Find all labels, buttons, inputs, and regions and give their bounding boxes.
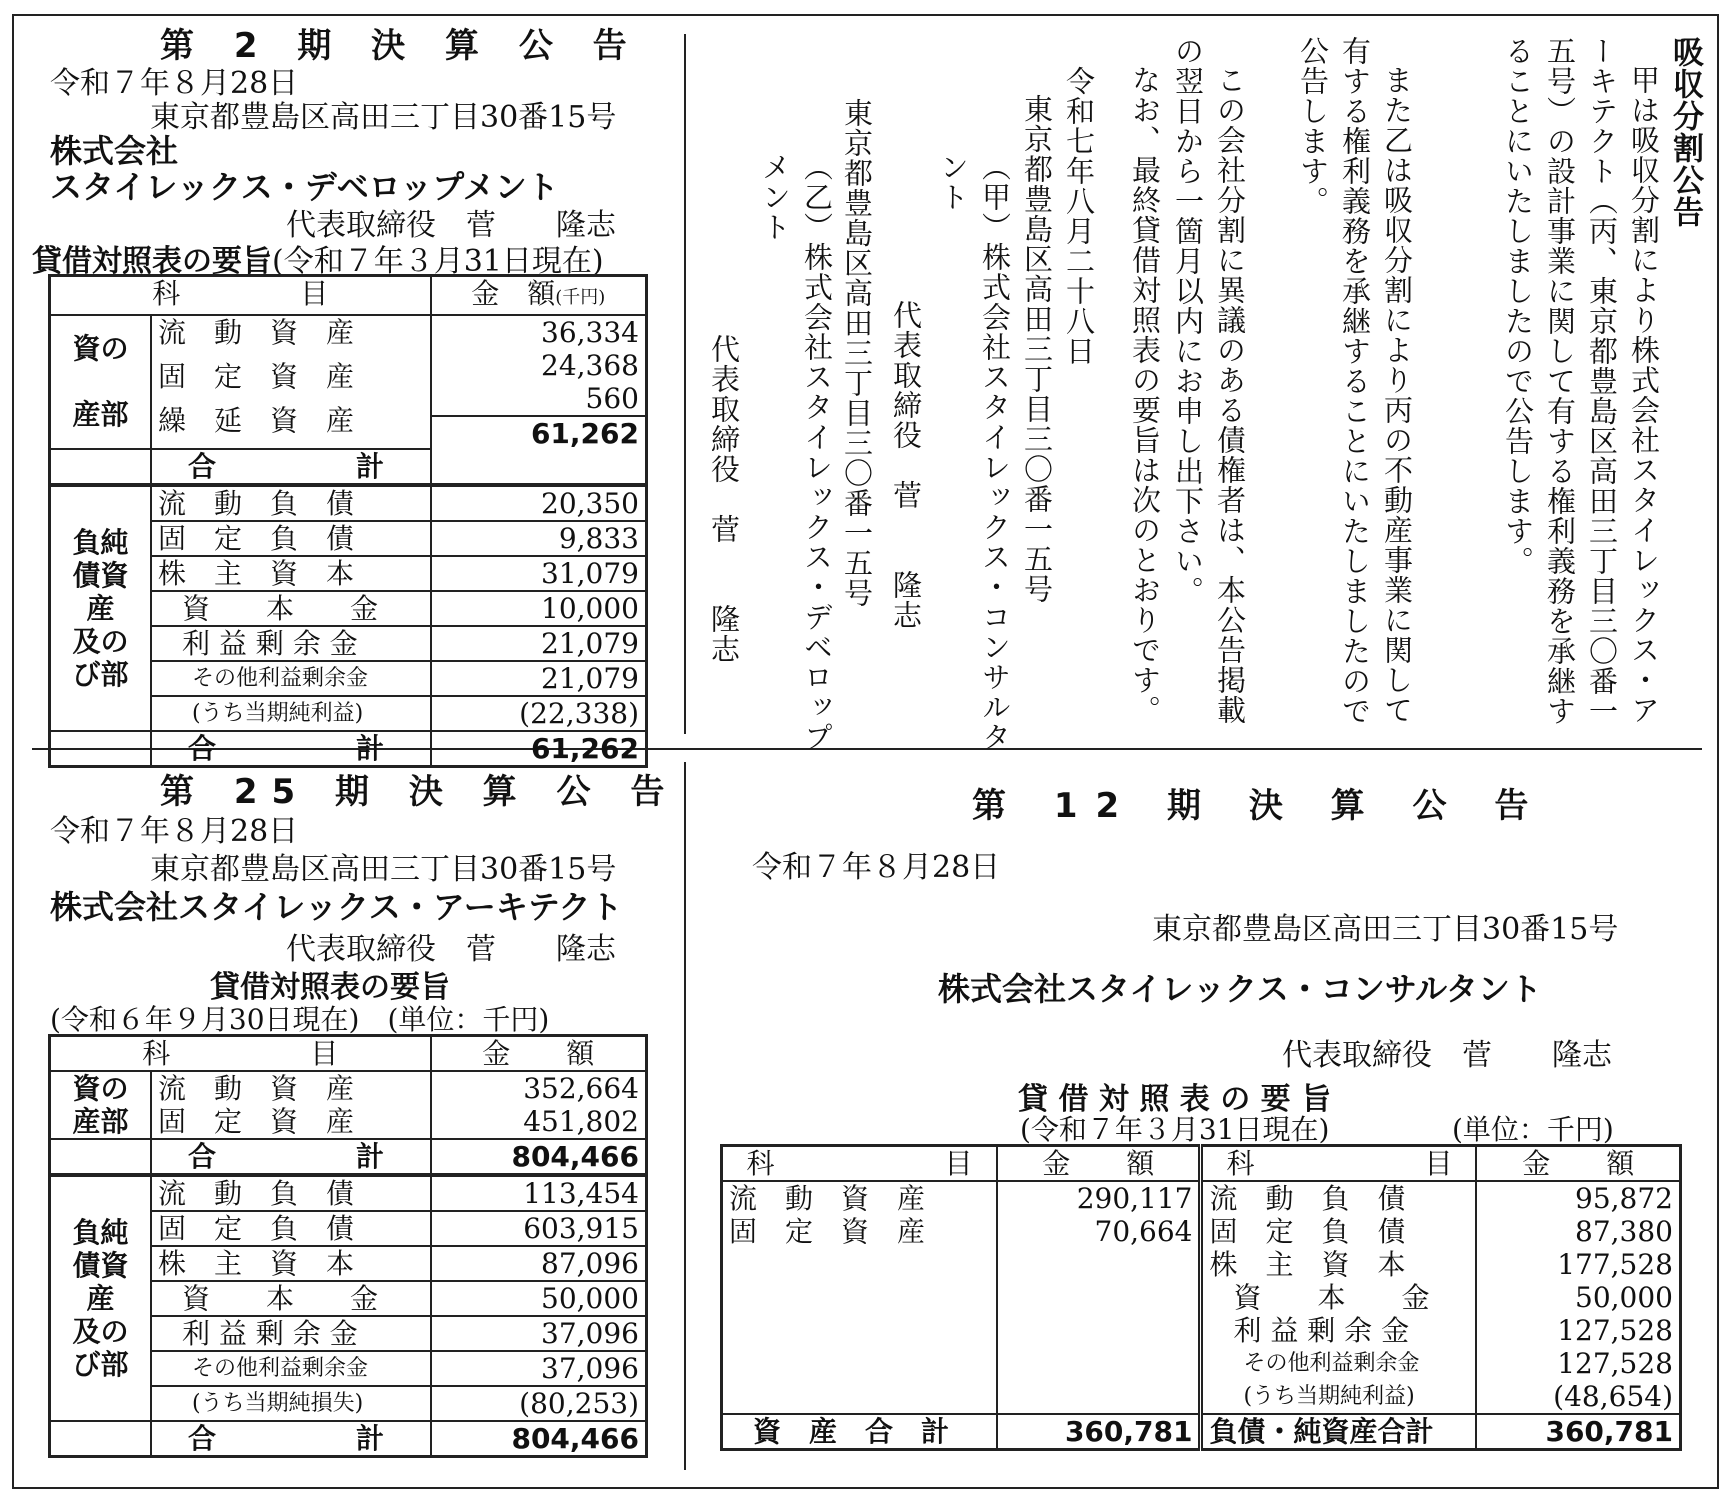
p25-liab-0-value: 113,454 — [432, 1176, 645, 1211]
p2-title: 第 2 期 決 算 公 告 — [160, 26, 641, 66]
p12-liab-0-value: 95,872 — [1575, 1182, 1673, 1215]
p12-asset-0-value: 290,117 — [1076, 1182, 1193, 1215]
p2-liab-total-label: 合 — [188, 732, 217, 765]
p2-address: 東京都豊島区高田三丁目30番15号 — [150, 100, 617, 135]
p2-head-amount: 金 額(千円) — [431, 276, 647, 316]
p25-bs-date: (令和６年９月30日現在) (単位：千円) — [50, 1003, 550, 1036]
notice-title: 吸収分割公告 — [1667, 36, 1703, 228]
p25-liab-2-value: 87,096 — [432, 1246, 645, 1281]
p25-balance-table: 科 目 金 額 資の 産部 流 動 資 産 固 定 資 産 合 計 352,664 451,802 804,466 負純 債資 産 及の び部 流 動 負 債 固 定 負 債 株 主 資 本 資 本 金 利 益 剰 余 金 その他利益剰余金 (うち当期純損失) 合 計 113,454 603,915 87,096 50,000 37,096 37,096 (80,253) 804,466 — [48, 1034, 648, 1458]
p2-liab-5-value: 21,079 — [432, 661, 645, 696]
p2-liab-3: 資 本 金 — [151, 591, 430, 626]
p25-title: 第 25 期 決 算 公 告 — [160, 772, 679, 812]
p12-liab-2: 株 主 資 本 — [1209, 1248, 1406, 1281]
p25-liab-6: (うち当期純損失) — [151, 1386, 430, 1421]
p25-liab-5: その他利益剰余金 — [151, 1351, 430, 1386]
p25-liab-2: 株 主 資 本 — [151, 1246, 430, 1281]
p25-liab-total-label: 合 — [188, 1422, 217, 1455]
p25-liab-4-value: 37,096 — [432, 1316, 645, 1351]
p25-asset-category: 資の 産部 — [51, 1072, 151, 1139]
p2-company-line2: スタイレックス・デベロップメント — [50, 168, 559, 206]
p12-liab-1: 固 定 負 債 — [1209, 1215, 1406, 1248]
p2-bs-date: (令和７年３月31日現在) — [272, 244, 604, 279]
p2-liab-2-value: 31,079 — [432, 556, 645, 591]
p25-asset-0: 流 動 資 産 — [158, 1072, 355, 1105]
p12-balance-table — [720, 1144, 1682, 1451]
p2-asset-total-value: 61,262 — [432, 416, 645, 450]
p2-asset-0-value: 36,334 — [541, 316, 639, 349]
p25-liab-total-value: 804,466 — [432, 1421, 645, 1455]
notice-paragraph-2: また乙は吸収分割により丙の不動産事業に関して有する権利義務を承継することにいたしましたので公告します。 — [1296, 36, 1414, 726]
notice-rep-b: 代表取締役 菅 隆志 — [707, 334, 741, 664]
p2-asset-1-value: 24,368 — [541, 349, 639, 382]
p2-asset-category: 資の 産部 — [51, 316, 151, 449]
notice-paragraph-3: この会社分割に異議のある債権者は、本公告掲載の翌日から一箇月以内にお申し出下さい。 — [1171, 36, 1247, 725]
p25-address: 東京都豊島区高田三丁目30番15号 — [150, 852, 617, 887]
p12-asset-total-value: 360,781 — [997, 1414, 1201, 1450]
p12-bs-title: 貸 借 対 照 表 の 要 旨 — [1018, 1082, 1332, 1117]
p25-representative: 代表取締役 菅 隆志 — [286, 932, 616, 967]
p25-asset-1-value: 451,802 — [523, 1105, 639, 1138]
p2-asset-1: 固 定 資 産 — [158, 359, 355, 393]
notice-date: 令和七年八月二十八日 — [1062, 66, 1096, 366]
p2-asset-0: 流 動 資 産 — [158, 316, 355, 349]
notice-paragraph-1: 甲は吸収分割により株式会社スタイレックス・アーキテクト（丙、東京都豊島区高田三丁目三〇番一五号）の設計事業に関して有する権利義務を承継することにいたしましたので公告します。 — [1501, 36, 1661, 726]
p25-date: 令和７年８月28日 — [50, 814, 299, 849]
p2-liab-5: その他利益剰余金 — [151, 661, 430, 696]
p12-liab-4: 利 益 剰 余 金 — [1233, 1314, 1410, 1347]
p25-head-amount: 金 額 — [431, 1036, 647, 1072]
p12-head-liab-item: 科 目 — [1201, 1146, 1476, 1182]
p12-liab-4-value: 127,528 — [1557, 1314, 1673, 1347]
p2-liab-0: 流 動 負 債 — [151, 486, 430, 521]
p12-liab-total-value: 360,781 — [1476, 1414, 1680, 1450]
p2-liab-category: 負純 債資 産 及の び部 — [51, 486, 151, 731]
notice-company-b: （乙）株式会社スタイレックス・デベロップメント — [758, 152, 834, 752]
p12-representative: 代表取締役 菅 隆志 — [1282, 1038, 1612, 1073]
p25-liab-1-value: 603,915 — [432, 1211, 645, 1246]
p12-liab-5: その他利益剰余金 — [1243, 1351, 1420, 1376]
p2-liab-total-value: 61,262 — [432, 731, 645, 765]
p25-liab-category: 負純 債資 産 及の び部 — [51, 1176, 151, 1421]
p25-bs-title: 貸借対照表の要旨 — [210, 970, 450, 1005]
p2-liab-4-value: 21,079 — [432, 626, 645, 661]
notice-company-a: （甲）株式会社スタイレックス・コンサルタント — [936, 152, 1012, 752]
p25-asset-total-value: 804,466 — [432, 1139, 645, 1173]
p12-bs-date: (令和７年３月31日現在) — [1020, 1113, 1330, 1146]
p25-asset-0-value: 352,664 — [523, 1072, 639, 1105]
p12-liab-0: 流 動 負 債 — [1209, 1182, 1406, 1215]
p12-head-asset-item: 科 目 — [722, 1146, 997, 1182]
p25-liab-5-value: 37,096 — [432, 1351, 645, 1386]
p12-head-asset-amount: 金 額 — [997, 1146, 1201, 1182]
notice-rep-a: 代表取締役 菅 隆志 — [889, 300, 923, 630]
p12-asset-total-label: 資 産 合 計 — [722, 1414, 997, 1450]
p12-head-liab-amount: 金 額 — [1476, 1146, 1680, 1182]
p12-bs-unit: (単位：千円) — [1452, 1113, 1614, 1146]
p2-asset-2: 繰 延 資 産 — [158, 403, 355, 437]
p12-date: 令和７年８月28日 — [752, 850, 1001, 885]
p25-head-item: 科 目 — [50, 1036, 431, 1072]
p12-liab-6-value: (48,654) — [1553, 1380, 1673, 1413]
p2-balance-table: 科 目 金 額(千円) 資の 産部 流 動 資 産 固 定 資 産 繰 延 資 産 合 計 36,334 24,368 560 61,262 負純 債資 産 及の び部 流 動 負 債 固 定 負 債 株 主 資 本 資 本 金 利 益 剰 余 金 その他利益剰余金 (うち当期純利益) 合 計 20,350 9,833 31,079 10,000 21,079 21,079 (22,338) 61,262 — [48, 274, 648, 768]
p2-asset-2-value: 560 — [585, 382, 639, 415]
p2-liab-6: (うち当期純利益) — [151, 696, 430, 731]
p25-asset-1: 固 定 資 産 — [158, 1105, 355, 1138]
p12-title: 第 12 期 決 算 公 告 — [972, 786, 1547, 826]
p2-liab-1: 固 定 負 債 — [151, 521, 430, 556]
p12-liab-total-label: 負債・純資産合計 — [1201, 1414, 1476, 1450]
p2-date: 令和７年８月28日 — [50, 66, 299, 101]
p12-address: 東京都豊島区高田三丁目30番15号 — [1152, 912, 1619, 947]
p25-liab-1: 固 定 負 債 — [151, 1211, 430, 1246]
p2-liab-0-value: 20,350 — [432, 486, 645, 521]
notice-address-b: 東京都豊島区高田三丁目三〇番一五号 — [840, 98, 874, 608]
p25-liab-3-value: 50,000 — [432, 1281, 645, 1316]
divider-vertical-bottom — [684, 762, 686, 1470]
p12-company: 株式会社スタイレックス・コンサルタント — [938, 970, 1542, 1008]
p2-company-line1: 株式会社 — [50, 132, 179, 170]
notice-address: 東京都豊島区高田三丁目三〇番一五号 — [1020, 94, 1054, 604]
p25-liab-3: 資 本 金 — [151, 1281, 430, 1316]
p12-asset-1: 固 定 資 産 — [729, 1215, 926, 1248]
p2-representative: 代表取締役 菅 隆志 — [286, 208, 616, 243]
p2-head-item: 科 目 — [50, 276, 431, 316]
p2-liab-3-value: 10,000 — [432, 591, 645, 626]
p12-liab-2-value: 177,528 — [1557, 1248, 1673, 1281]
p2-bs-title: 貸借対照表の要旨 — [32, 244, 272, 279]
p2-asset-total-label: 合 — [188, 450, 217, 483]
p2-liab-6-value: (22,338) — [432, 696, 645, 731]
p2-liab-1-value: 9,833 — [432, 521, 645, 556]
p25-company: 株式会社スタイレックス・アーキテクト — [50, 888, 623, 926]
p12-asset-0: 流 動 資 産 — [729, 1182, 926, 1215]
p12-asset-1-value: 70,664 — [1094, 1215, 1193, 1248]
p25-liab-4: 利 益 剰 余 金 — [151, 1316, 430, 1351]
p12-liab-1-value: 87,380 — [1575, 1215, 1673, 1248]
p2-liab-4: 利 益 剰 余 金 — [151, 626, 430, 661]
p12-liab-6: (うち当期純利益) — [1243, 1384, 1415, 1409]
p12-liab-5-value: 127,528 — [1557, 1347, 1673, 1380]
p25-asset-total-label: 合 — [188, 1140, 217, 1173]
notice-paragraph-4: なお、最終貸借対照表の要旨は次のとおりです。 — [1128, 65, 1162, 725]
p12-liab-3: 資 本 金 — [1233, 1281, 1430, 1314]
p25-liab-0: 流 動 負 債 — [151, 1176, 430, 1211]
p25-liab-6-value: (80,253) — [432, 1386, 645, 1421]
p12-liab-3-value: 50,000 — [1575, 1281, 1673, 1314]
divider-vertical-top — [684, 34, 686, 734]
p2-liab-2: 株 主 資 本 — [151, 556, 430, 591]
